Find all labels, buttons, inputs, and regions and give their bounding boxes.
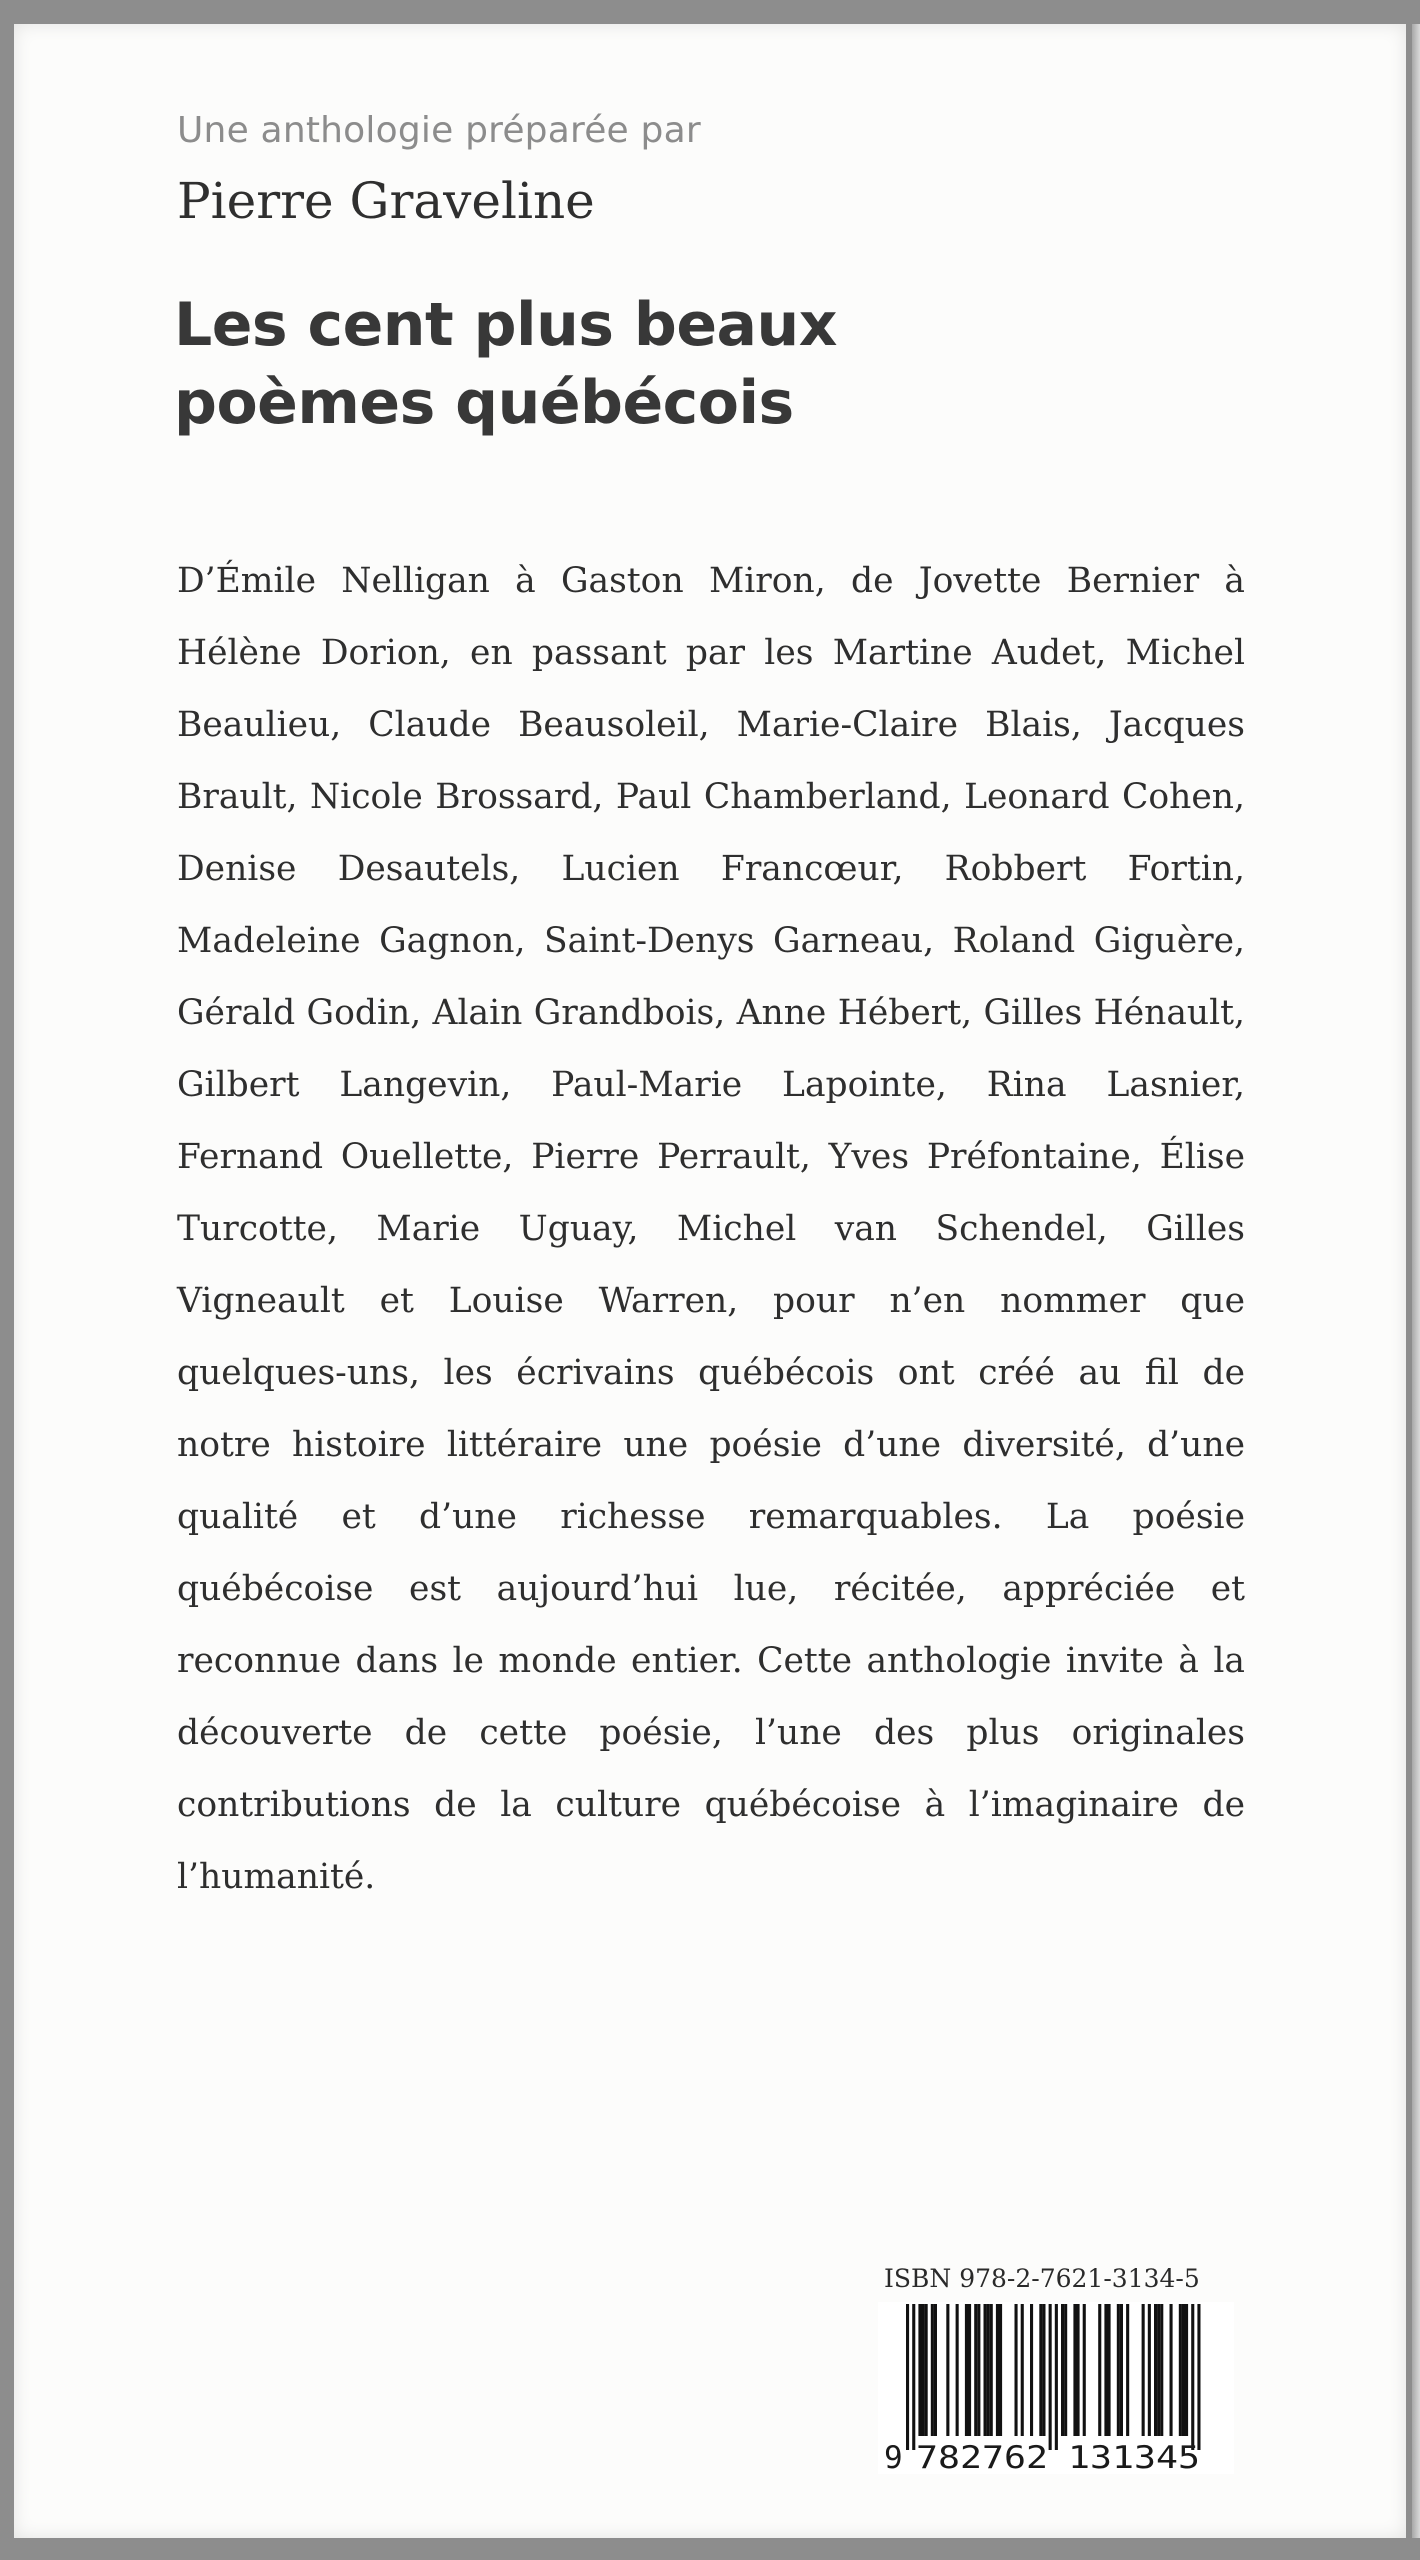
barcode-bar (1179, 2304, 1182, 2436)
barcode-bar (931, 2304, 934, 2436)
barcode-bar (1083, 2304, 1086, 2436)
barcode-guard-bar (1197, 2304, 1200, 2450)
barcode-guard-bar (912, 2304, 915, 2450)
barcode-guard-bar (1191, 2304, 1194, 2450)
barcode-guard-bar (1055, 2304, 1058, 2450)
barcode-bar (1157, 2304, 1160, 2436)
barcode-bar (1064, 2304, 1067, 2436)
barcode-bar (1126, 2304, 1129, 2436)
anthology-subtitle: Une anthologie préparée par (177, 110, 701, 151)
cover-edge (1412, 24, 1420, 2538)
barcode-bar (1061, 2304, 1064, 2436)
barcode-digits-right: 131345 (1068, 2440, 1200, 2474)
barcode-bar (977, 2304, 980, 2436)
barcode-bar (1073, 2304, 1076, 2436)
barcode-bar (968, 2304, 971, 2436)
barcode-bar (990, 2304, 993, 2436)
barcode-bar (1142, 2304, 1145, 2436)
book-title-line-1: Les cent plus beaux (174, 290, 837, 360)
barcode-bar (1030, 2304, 1033, 2436)
barcode-guard-bar (1049, 2304, 1052, 2450)
isbn-barcode (878, 2302, 1234, 2474)
isbn-label: ISBN 978-2-7621-3134-5 (884, 2264, 1200, 2293)
author-name: Pierre Graveline (177, 172, 595, 230)
barcode-bar (999, 2304, 1002, 2436)
barcode-bar (1108, 2304, 1111, 2436)
barcode-bar (1117, 2304, 1120, 2436)
book-back-cover (14, 24, 1406, 2538)
barcode-bar (1104, 2304, 1107, 2436)
barcode-bar (1185, 2304, 1188, 2436)
barcode-bar (1182, 2304, 1185, 2436)
barcode-guard-bar (906, 2304, 909, 2450)
barcode-bar (996, 2304, 999, 2436)
barcode-bar (965, 2304, 968, 2436)
barcode-digits-left: 782762 (916, 2440, 1048, 2474)
book-title-line-2: poèmes québécois (174, 368, 794, 438)
barcode-bar (946, 2304, 949, 2436)
barcode-bar (922, 2304, 925, 2436)
back-cover-blurb: D’Émile Nelligan à Gaston Miron, de Jovette Bernier à Hélène Dorion, en passant par les Martine Audet, Michel Beaulieu, Claude Beausoleil, Marie-Claire Blais, Jacques Brault, Nicole Brossard, Paul Chamberland, Leonard Cohen, Denise Desautels, Lucien Francœur, Robbert Fortin, Madeleine Gagnon, Saint-Denys Garneau, Roland Giguère, Gérald Godin, Alain Grandbois, Anne Hébert, Gilles Hénault, Gilbert Langevin, Paul-Marie Lapointe, Rina Lasnier, Fernand Ouellette, Pierre Perrault, Yves Préfontaine, Élise Turcotte, Marie Uguay, Michel van Schendel, Gilles Vigneault et Louise Warren, pour n’en nommer que quelques-uns, les écrivains québécois ont créé au fil de notre histoire littéraire une poésie d’une diversité, d’une qualité et d’une richesse remarquables. La poésie québécoise est aujourd’hui lue, récitée, appréciée et reconnue dans le monde entier. Cette anthologie invite à la découverte de cette poésie, l’une des plus originales contributions de la culture québécoise à l’imaginaire de l’humanité. (177, 561, 1245, 1897)
barcode-bar (987, 2304, 990, 2436)
barcode-bar (1098, 2304, 1101, 2436)
barcode-bar (974, 2304, 977, 2436)
barcode-bar (918, 2304, 921, 2436)
barcode-bar (1170, 2304, 1173, 2436)
barcode-bar (956, 2304, 959, 2436)
barcode-bar (1154, 2304, 1157, 2436)
barcode-bar (984, 2304, 987, 2436)
barcode-bar (1039, 2304, 1042, 2436)
barcode-bar (1148, 2304, 1151, 2436)
barcode-bar (1042, 2304, 1045, 2436)
barcode-bar (1015, 2304, 1018, 2436)
barcode-first-digit: 9 (884, 2440, 903, 2474)
barcode-bar (934, 2304, 937, 2436)
barcode-bar (1021, 2304, 1024, 2436)
barcode-bar (925, 2304, 928, 2436)
barcode-bar (1077, 2304, 1080, 2436)
barcode-bar (1120, 2304, 1123, 2436)
barcode-bar (1160, 2304, 1163, 2436)
book-title (174, 286, 837, 442)
